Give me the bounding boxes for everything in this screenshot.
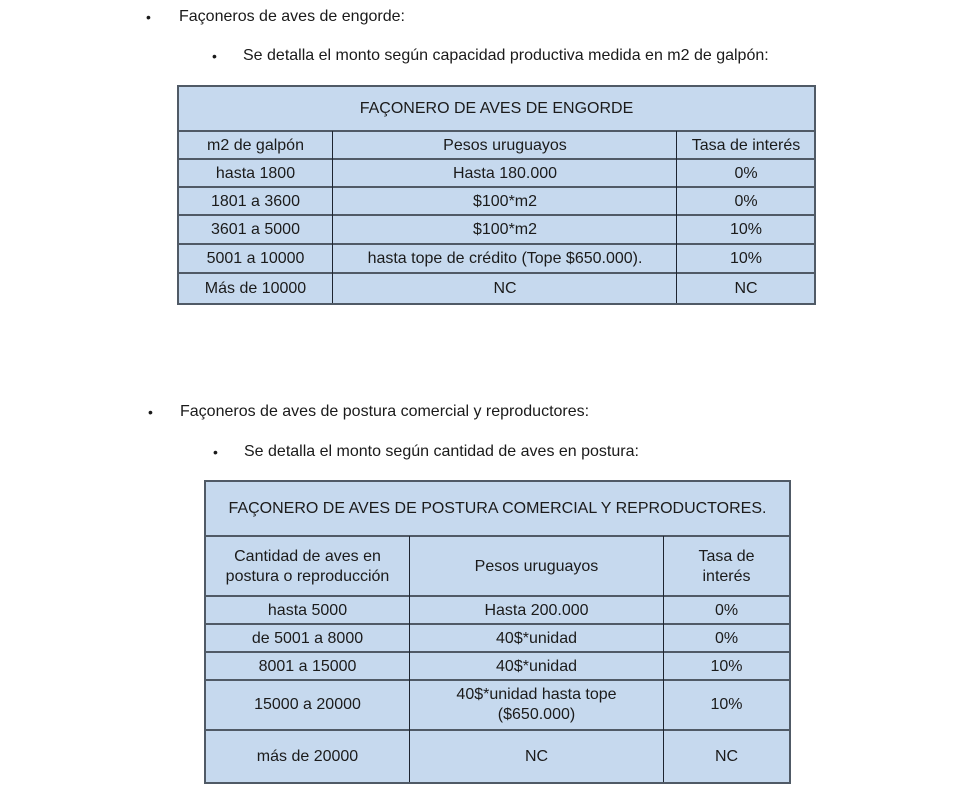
column-divider (409, 536, 410, 782)
table-cell: 15000 a 20000 (254, 696, 361, 713)
column-divider (663, 536, 664, 782)
table-cell: 5001 a 10000 (206, 250, 305, 267)
table-cell: NC (734, 279, 758, 297)
table-postura (204, 480, 791, 784)
table-cell: NC (524, 747, 549, 765)
table-cell: 40$*unidad (496, 657, 577, 675)
table-cell: 40$*unidad hasta tope ($650.000) (456, 686, 617, 723)
table-cell: 10% (729, 221, 763, 238)
table-cell: 8001 a 15000 (258, 657, 357, 675)
table-cell: de 5001 a 8000 (251, 629, 364, 647)
table-cell: NC (493, 279, 517, 297)
table-cell: 10% (710, 696, 743, 713)
table-title: FAÇONERO DE AVES DE POSTURA COMERCIAL Y REPRODUCTORES. (228, 500, 767, 517)
table-cell: Más de 10000 (204, 279, 307, 297)
bullet-icon: • (148, 404, 153, 420)
table-cell: $100*m2 (472, 192, 538, 210)
table-cell: $100*m2 (472, 221, 538, 238)
table-cell: 3601 a 5000 (211, 221, 300, 238)
bullet-text: Façoneros de aves de postura comercial y reproductores: (180, 403, 590, 420)
bullet-icon: • (213, 444, 218, 460)
table-cell: hasta 1800 (215, 164, 296, 182)
column-header: m2 de galpón (207, 136, 304, 154)
column-header: Tasa de interés (698, 547, 755, 585)
column-header: Cantidad de aves en postura o reproducción (225, 547, 390, 585)
table-cell: 0% (714, 601, 739, 619)
table-cell: Hasta 180.000 (452, 164, 558, 182)
table-cell: 10% (729, 250, 763, 267)
table-cell: 40$*unidad (496, 629, 577, 647)
column-header: Tasa de interés (691, 136, 801, 154)
bullet-text: Façoneros de aves de engorde: (179, 8, 405, 25)
table-cell: hasta tope de crédito (Tope $650.000). (367, 250, 643, 267)
bullet-icon: • (146, 9, 151, 25)
table-cell: 0% (734, 192, 758, 210)
table-cell: hasta 5000 (267, 601, 348, 619)
column-header: Pesos uruguayos (443, 136, 567, 154)
table-engorde (177, 85, 816, 305)
bullet-icon: • (212, 48, 217, 64)
table-cell: 1801 a 3600 (211, 192, 300, 210)
table-cell: 0% (734, 164, 758, 182)
table-cell: 10% (710, 657, 743, 675)
table-cell: NC (714, 747, 739, 765)
sub-bullet-text: Se detalla el monto según capacidad productiva medida en m2 de galpón: (243, 47, 769, 64)
column-divider (676, 131, 677, 303)
table-cell: más de 20000 (256, 747, 359, 765)
table-cell: Hasta 200.000 (484, 601, 589, 619)
column-header: Pesos uruguayos (474, 557, 599, 575)
column-divider (332, 131, 333, 303)
table-cell: 0% (714, 629, 739, 647)
sub-bullet-text: Se detalla el monto según cantidad de aves en postura: (244, 443, 639, 460)
table-title: FAÇONERO DE AVES DE ENGORDE (359, 100, 634, 117)
